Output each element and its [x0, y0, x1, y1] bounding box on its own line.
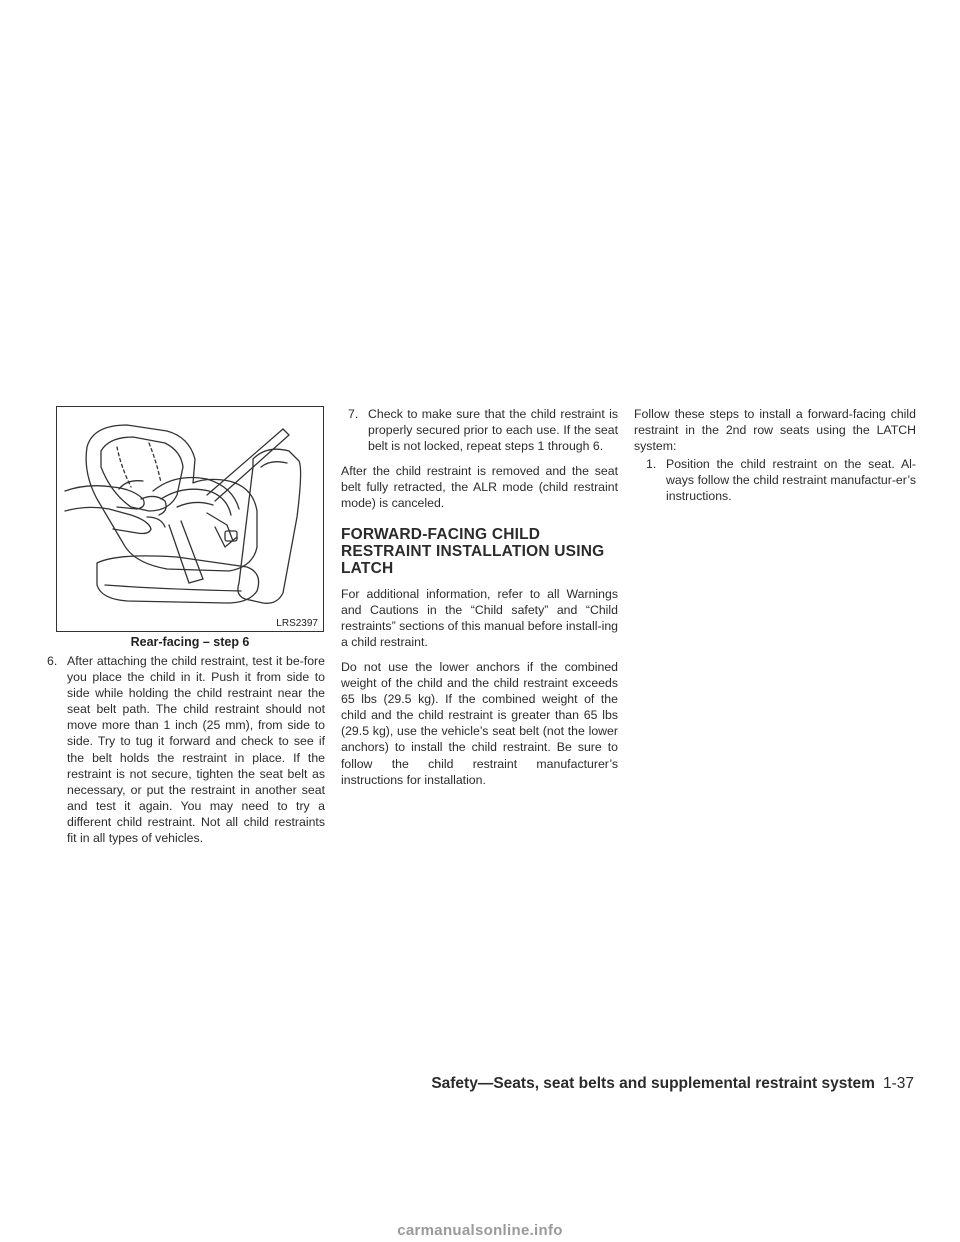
- watermark-text: carmanualsonline.info: [397, 1222, 563, 1239]
- page-number: 1-37: [882, 1075, 914, 1092]
- column-middle: [341, 406, 618, 797]
- step-number: 7.: [348, 407, 359, 421]
- paragraph-additional-info: For additional information, refer to all Warnings and Cautions in the “Child safety” and “Child restraints” sections of this manual before install-ing a child restraint.: [341, 586, 618, 649]
- column-left: [47, 653, 325, 846]
- footer-section-title: Safety—Seats, seat belts and supplemental restraint system: [431, 1075, 875, 1092]
- step-number: 6.: [47, 654, 58, 668]
- watermark: [0, 1222, 960, 1242]
- step-1: [646, 456, 916, 504]
- figure-code: LRS2397: [276, 618, 318, 629]
- step-6: [47, 653, 325, 846]
- step-text: Check to make sure that the child restraint is properly secured prior to each use. If the seat belt is not locked, repeat steps 1 through 6.: [368, 407, 618, 454]
- paragraph-alr-mode: After the child restraint is removed and the seat belt fully retracted, the ALR mode (child restraint mode) is canceled.: [341, 464, 618, 511]
- rear-facing-illustration: [56, 406, 324, 632]
- child-seat-drawing: [57, 407, 322, 630]
- paragraph-intro: Follow these steps to install a forward-facing child restraint in the 2nd row seats using the LATCH system:: [634, 407, 916, 454]
- section-heading: FORWARD-FACING CHILD RESTRAINT INSTALLATION USING LATCH: [341, 525, 605, 577]
- column-right: [634, 406, 916, 505]
- page-footer: [431, 1075, 914, 1093]
- step-number: 1.: [646, 457, 657, 472]
- figure-caption: Rear-facing – step 6: [130, 635, 250, 649]
- step-text: After attaching the child restraint, test it be-fore you place the child in it. Push it from side to side while holding the child restraint near the seat belt path. The child restraint should not move more than 1 inch (25 mm), from side to side. Try to tug it forward and check to see if the belt holds the restraint in place. If the restraint is not secure, tighten the seat belt as necessary, or put the restraint in another seat and test it again. You may need to try a different child restraint. Not all child restraints fit in all types of vehicles.: [67, 654, 325, 846]
- paragraph-lower-anchors: Do not use the lower anchors if the combined weight of the child and the child restraint exceeds 65 lbs (29.5 kg). If the combined weight of the child and the child restraint is greater than 65 lbs (29.5 kg), use the vehicle’s seat belt (not the lower anchors) to install the child restraint. Be sure to follow the child restraint manufacturer’s instructions for installation.: [341, 659, 618, 787]
- step-text: Position the child restraint on the seat. Al-ways follow the child restraint manufactur-er’s instructions.: [666, 457, 916, 504]
- step-7: [348, 406, 618, 454]
